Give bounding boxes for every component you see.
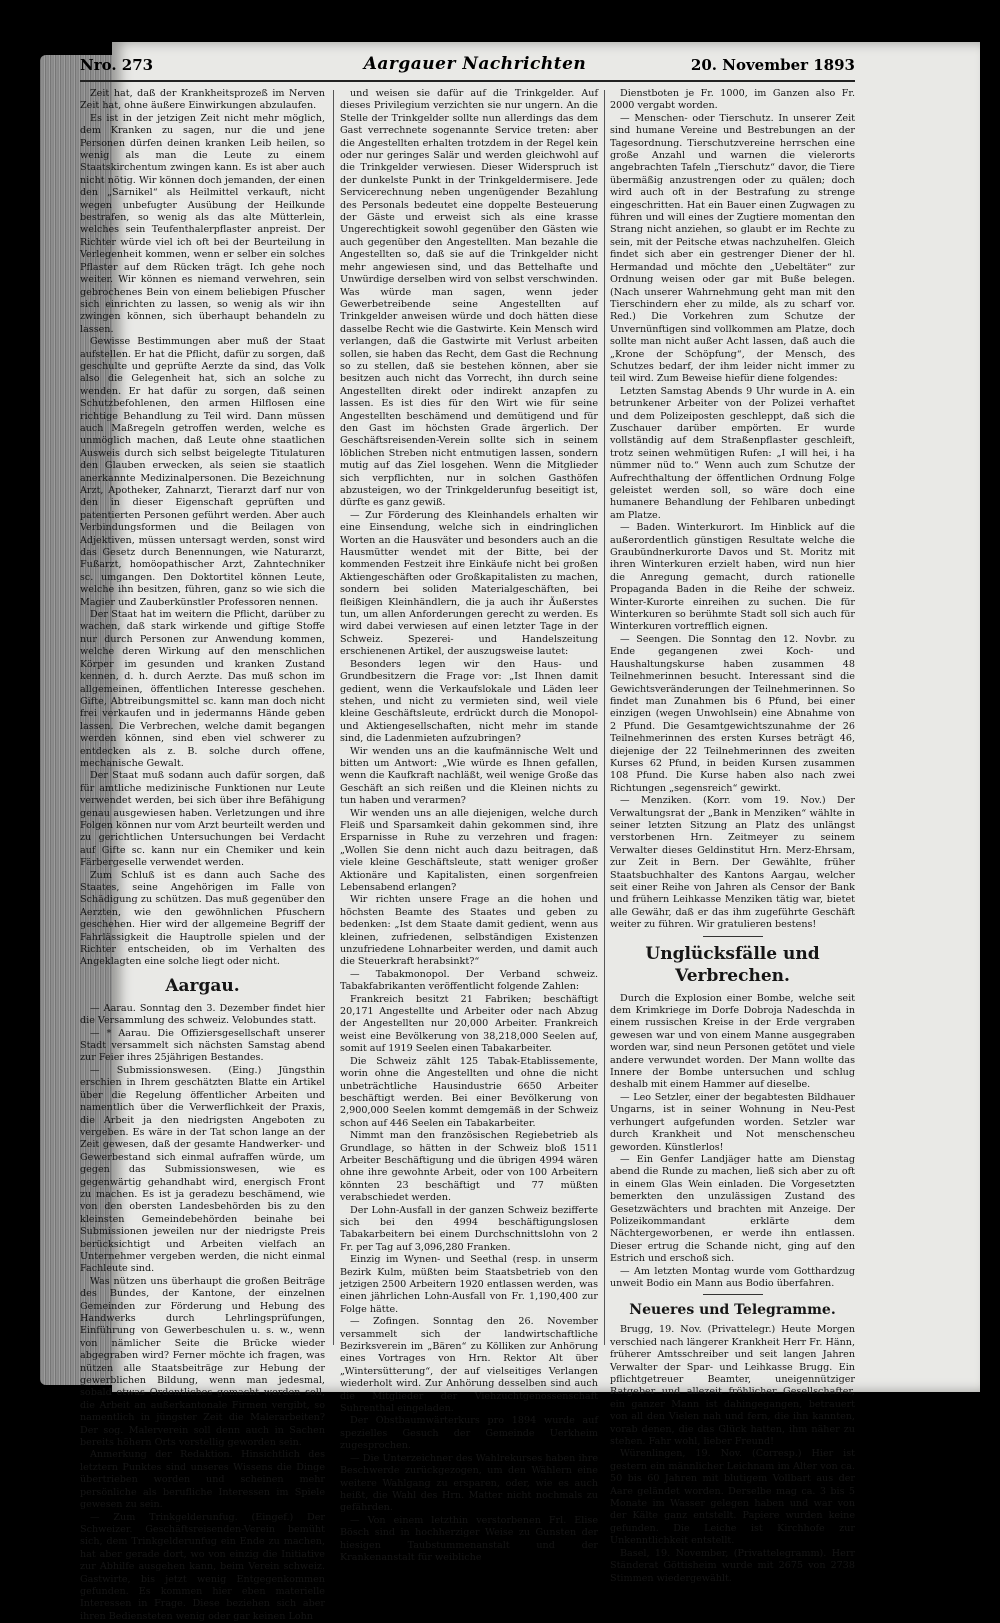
column-divider [333,90,334,1345]
paragraph: — Die Unterzeichner des Wahlrekurses haben ihre Beschwerde zurückgezogen, um den Wählern eine weitere Wahlgang zu ersparen, oder, wie es auch heißt, die Wahl des Hrn. Matter nicht nochmals zu gefährden. [340,1453,598,1515]
paragraph: Zum Schluß ist es dann auch Sache des Staates, seine Angehörigen im Falle von Schädigung zu schützen. Das muß gegenüber den Aerzten, wie den gewöhnlichen Pfuschern geschehen. Hier wird der allgemeine Begriff der Fahrlässigkeit die Hauptrolle spielen und der Richter entscheiden, ob im Verhalten des Angeklagten eine solche liegt oder nicht. [80,870,325,969]
paragraph: — Ein Genfer Landjäger hatte am Dienstag abend die Runde zu machen, ließ sich aber zu oft in einem Glas Wein einladen. Die Vorgesetzten bemerkten den unzulässigen Zustand des Gesetzwächters und brachten mit Anzeige. Der Polizeikommandant erklärte dem Nächtergeworbenen, er werde ihn entlassen. Dieser ertrug die Schande nicht, ging auf den Estrich und erschoß sich. [610,1154,855,1266]
column-divider [604,90,605,1345]
paragraph: — Von einem letzthin verstorbenen Frl. Elise Bösch sind in hochherziger Weise zu Gunsten der hiesigen Taubstummenanstalt und der Krankenanstalt für weibliche [340,1515,598,1565]
paragraph: Dienstboten je Fr. 1000, im Ganzen also Fr. 2000 vergabt worden. [610,88,855,113]
page-header [80,56,855,78]
paragraph: Anmerkung der Redaktion. Hinsichtlich des letztern Punktes sind unseres Wissens die Dinge übertrieben worden und scheinen mehr persönliche als berufliche Interessen im Spiele gewesen zu sein. [80,1449,325,1511]
paragraph: Der Staat muß sodann auch dafür sorgen, daß für amtliche medizinische Funktionen nur Leute verwendet werden, bei sich über ihre Befähigung genau ausgewiesen haben. Verletzungen und ihre Folgen können nur vom Arzt beurteilt werden und zu gerichtlichen Untersuchungen bei Verdacht auf Gifte sc. kann nur ein Chemiker und kein Färbergeselle verwendet werden. [80,770,325,869]
paragraph: — Tabakmonopol. Der Verband schweiz. Tabakfabrikanten veröffentlicht folgende Zahlen: [340,969,598,994]
paragraph: — Zum Trinkgelderunfug. (Eingef.) Der Schweizer. Geschäftsreisenden-Verein bemüht sich, dem Trinkgelderunfug ein Ende zu machen, hat aber gerade dort, wo von einzig die Initiative zur Abhilfe ausgehen kann, beim Verein schweiz. Gastwirte, bis jetzt wenig Entgegenkommen gefunden. Es kommen hier eben materielle Interessen in Frage. Diese beziehen sich aber ihren Bediensteten wenig oder gar keinen Lohn [80,1512,325,1623]
paragraph: Der Obstbaumwärterkurs pro 1894 wurde auf spezielles Gesuch der Gemeinde Uerkheim zugesprochen. [340,1415,598,1452]
paragraph: Brugg, 19. Nov. (Privattelegr.) Heute Morgen verschied nach längerer Krankheit Herr Fr. Hänn, früherer Amtsschreiber und seit langen Jahren Verwalter der Spar- und Leihkasse Brugg. Ein pflichtgetreuer Beamter, uneigennütziger Ratgeber und allezeit fröhlicher Gesellschafter, ein ganzer Mann ist dahingegangen, betrauert von all den Vielen nah und fern, die ihn kannten, vorab denen, die das Glück hatten, ihm näher zu stehen. Fahr wohl, lieber Freund! [610,1324,855,1448]
section-heading-telegrams: Neueres und Telegramme. [610,1301,855,1320]
issue-number: Nro. 273 [80,56,153,74]
paragraph: Letzten Samstag Abends 9 Uhr wurde in A. ein betrunkener Arbeiter von der Polizei verhaftet und dem Polizeiposten geschleppt, daß sich die Zuschauer darüber empörten. Er wurde vollständig auf dem Straßenpflaster geschleift, trotz seinen wehmütigen Rufen: „I will hei, i ha nümmer nüd to.“ Wenn auch zum Schutze der Aufrechthaltung der öffentlichen Ordnung Folge geleistet werden soll, so wäre doch eine humanere Behandlung der Fehlbaren unbedingt am Platze. [610,386,855,522]
paragraph: — * Aarau. Die Offiziersgesellschaft unserer Stadt versammelt sich nächsten Samstag abend zur Feier ihres 25jährigen Bestandes. [80,1028,325,1065]
header-rule [80,80,855,82]
paragraph: — Aarau. Sonntag den 3. Dezember findet hier die Versammlung des schweiz. Velobundes statt. [80,1003,325,1028]
column-3 [610,88,855,1328]
paragraph: Basel, 19. November, (Privattelegramm). Herr Ständerat Göttisheim wurde mit 2675 von 2738 Stimmen wiedergewählt. [610,1548,855,1585]
paragraph: Einzig im Wynen- und Seethal (resp. in unserm Bezirk Kulm, müßten beim Staatsbetrieb von den jetzigen 2500 Arbeitern 1920 entlassen werden, was einen jährlichen Lohn-Ausfall von Fr. 1,190,400 zur Folge hätte. [340,1254,598,1316]
paragraph: Der Lohn-Ausfall in der ganzen Schweiz bezifferte sich bei den 4994 beschäftigungslosen Tabakarbeitern bei einem Durchschnittslohn von 2 Fr. per Tag auf 3,096,280 Franken. [340,1205,598,1255]
paragraph: Es ist in der jetzigen Zeit nicht mehr möglich, dem Kranken zu sagen, nur die und jene Personen dürfen deinen kranken Leib heilen, so wenig als man die Leute zu einem Staatskirchentum zwingen kann. Es ist aber auch nicht nötig. Wir können doch jemanden, der einen den „Sarnikel“ als Heilmittel verkauft, nicht wegen unbefugter Ausübung der Heilkunde bestrafen, so wenig als das alte Mütterlein, welches sein Teufenthalerpflaster anpreist. Der Richter würde viel ich oft bei der Beurteilung in Verlegenheit kommen, wenn er selber ein solches Pflaster auf dem Rücken trägt. Ich gehe noch weiter. Wir können es niemand verwehren, sein gebrochenes Bein von einem beliebigen Pfuscher sich einrichten zu lassen, so wenig als wir ihn zwingen können, sich überhaupt behandeln zu lassen. [80,113,325,336]
paragraph: Wir wenden uns an alle diejenigen, welche durch Fleiß und Sparsamkeit dahin gekommen sind, ihre Ersparnisse in Ruhe zu verzehren und fragen: „Wollen Sie denn nicht auch dazu beitragen, daß viele kleine Geschäftsleute, statt weniger großer Aktionäre und Kapitalisten, einen sorgenfreien Lebensabend erlangen? [340,808,598,895]
paragraph: — Menziken. (Korr. vom 19. Nov.) Der Verwaltungsrat der „Bank in Menziken“ wählte in seiner letzten Sitzung an Platz des unlängst verstorbenen Hrn. Zeitmeyer zu seinem Verwalter dieses Geldinstitut Hrn. Merz-Ehrsam, zur Zeit in Bern. Der Gewählte, früher Staatsbuchhalter des Kantons Aargau, welcher seit einer Reihe von Jahren als Censor der Bank und frühern Leihkasse Menziken tätig war, bietet alle Gewähr, daß er das ihm zugeführte Geschäft weiter zu führen. Wir gratulieren bestens! [610,795,855,931]
paragraph: — Baden. Winterkurort. Im Hinblick auf die außerordentlich günstigen Resultate welche die Graubündnerkurorte Davos und St. Moritz mit ihren Winterkuren erzielt haben, wird nun hier die Anregung gemacht, durch rationelle Propaganda Baden in die Reihe der schweiz. Winter-Kurorte einreihen zu suchen. Die für Winterkuren so berühmte Stadt soll sich auch für Winterkuren vortrefflich eignen. [610,522,855,634]
paragraph: Wir wenden uns an die kaufmännische Welt und bitten um Antwort: „Wie würde es Ihnen gefallen, wenn die Kaufkraft nachläßt, weil wenige Große das Geschäft an sich reißen und die Kleinen nichts zu tun haben und verarmen? [340,746,598,808]
paragraph: Würenlingen, 19. Nov. (Corresp.) Hier ist gestern ein männlicher Leichnam im Alter von ca. 50 bis 60 Jahren mit blutigem Vollbart aus der Aare geländet worden. Derselbe mag ca. 3 bis 5 Monate im Wasser gelegen haben und war von der Kälte ganz entstellt. Papiere wurden keine gefunden. Die Leiche ist Kirchhofe zur Unkenntlichkeit entstellt. [610,1448,855,1547]
paragraph: — Leo Setzler, einer der begabtesten Bildhauer Ungarns, ist in seiner Wohnung in Neu-Pest verhungert aufgefunden worden. Setzler war durch Krankheit und Not menschenscheu geworden. Künstlerlos! [610,1092,855,1154]
paragraph: Die Schweiz zählt 125 Tabak-Etablissemente, worin ohne die Angestellten und ohne die nicht unbeträchtliche Hausindustrie 6650 Arbeiter beschäftigt werden. Bei einer Bevölkerung von 2,900,000 Seelen kommt demgemäß in der Schweiz schon auf 446 Seelen ein Tabakarbeiter. [340,1056,598,1130]
paragraph: Gewisse Bestimmungen aber muß der Staat aufstellen. Er hat die Pflicht, dafür zu sorgen, daß geschulte und geprüfte Aerzte da sind, das Volk also die Gelegenheit hat, sich an solche zu wenden. Er hat dafür zu sorgen, daß seinen Schutzbefohlenen, den armen Hilflosen eine richtige Behandlung zu Teil wird. Dann müssen auch Maßregeln getroffen werden, welche es unmöglich machen, daß Leute ohne staatlichen Ausweis durch sich selbst beigelegte Titulaturen den Glauben erwecken, als seien sie staatlich anerkannte Medizinalpersonen. Die Bezeichnung Arzt, Apotheker, Zahnarzt, Tierarzt darf nur von den in dieser Eigenschaft geprüften und patentierten Personen geführt werden. Aber auch Verbindungsformen und die Beilagen von Adjektiven, müssen untersagt werden, sonst wird das Gesetz durch Benennungen, wie Naturarzt, Fußarzt, homöopathischer Arzt, Zahntechniker sc. umgangen. Den Doktortitel können Leute, welche ihn besitzen, führen, ganz so wie sich die Magier und Zauberkünstler Professoren nennen. [80,336,325,609]
section-separator [703,1294,763,1295]
paragraph: — Zofingen. Sonntag den 26. November versammelt sich der landwirtschaftliche Bezirksverein im „Bären“ zu Kölliken zur Anhörung eines Vortrages von Hrn. Rektor Alt über „Wintersütterung“, der auf vielseitiges Verlangen wiederholt wird. Zur Anhörung desselben sind auch die Mitglieder der Viehzuchtgenossenschaft Suhrenthal eingeladen. [340,1316,598,1415]
section-heading-aargau: Aargau. [80,975,325,997]
paragraph: Frankreich besitzt 21 Fabriken; beschäftigt 20,171 Angestellte und Arbeiter oder nach Abzug der Angestellten nur 20,000 Arbeiter. Frankreich weist eine Bevölkerung von 38,218,000 Seelen auf, somit auf 1919 Seelen einen Tabakarbeiter. [340,994,598,1056]
paragraph: und weisen sie dafür auf die Trinkgelder. Auf dieses Privilegium verzichten sie nur ungern. An die Stelle der Trinkgelder sollte nun allerdings das dem Gast verrechnete sogenannte Service treten: aber die Angestellten erhalten trotzdem in der Regel kein oder nur geringes Salär und werden gleichwohl auf die Trinkgelder verwiesen. Dieser Widerspruch ist der dunkelste Punkt in der Trinkgeldermisere. Jede Servicerechnung neben ungenügender Bezahlung des Personals bedeutet eine doppelte Besteuerung der Gäste und erweist sich als eine krasse Ungerechtigkeit sowohl gegenüber den Gästen wie auch gegenüber den Angestellten. Man bezahle die Angestellten so, daß sie auf die Trinkgelder nicht mehr angewiesen sind, und das Bettelhafte und Unwürdige derselben wird von selbst verschwinden. Was würde man sagen, wenn jeder Gewerbetreibende seine Angestellten auf Trinkgelder anweisen würde und doch hätten diese dasselbe Recht wie die Gastwirte. Kein Mensch wird verlangen, daß die Gastwirte mit Verlust arbeiten sollen, sie haben das Recht, dem Gast die Rechnung so zu stellen, daß sie bestehen können, aber sie besitzen auch nicht das Vorrecht, ihn durch seine Angestellten direkt oder indirekt anzapfen zu lassen. Es ist dies für den Wirt wie für seine Angestellten beschämend und demütigend und für den Gast im höchsten Grade ärgerlich. Der Geschäftsreisenden-Verein sollte sich in seinem löblichen Streben nicht entmutigen lassen, sondern mutig auf das Ziel losgehen. Wenn die Mitglieder sich verpflichten, nur in solchen Gasthöfen abzusteigen, wo der Trinkgelderunfug beseitigt ist, dürfte es ganz gewiß. [340,88,598,510]
paragraph: — Zur Förderung des Kleinhandels erhalten wir eine Einsendung, welche sich in eindringlichen Worten an die Hausväter und besonders auch an die Hausmütter wendet mit der Bitte, bei der kommenden Festzeit ihre Einkäufe nicht bei großen Aktiengeschäften oder Großkapitalisten zu machen, sondern bei soliden Materialgeschäften, bei fleißigen Kleinhändlern, die ja auch ihr Äußerstes tun, um allen Anforderungen gerecht zu werden. Es wird dabei verwiesen auf einen letzter Tage in der Schweiz. Spezerei- und Handelszeitung erschienenen Artikel, der auszugsweise lautet: [340,510,598,659]
paragraph: Zeit hat, daß der Krankheitsprozeß im Nerven Zeit hat, ohne äußere Einwirkungen abzulaufen. [80,88,325,113]
paragraph: — Submissionswesen. (Eing.) Jüngsthin erschien in Ihrem geschätzten Blatte ein Artikel über die Regelung öffentlicher Arbeiten und namentlich über die Verwerflichkeit der Praxis, die Arbeit ja den niedrigsten Angeboten zu vergeben. Es wäre in der Tat schon lange an der Zeit gewesen, daß der gesamte Handwerker- und Gewerbestand sich einmal aufraffen würde, um gegen das Submissionswesen, wie es gegenwärtig gehandhabt wird, energisch Front zu machen. Es ist ja geradezu beschämend, wie von den obersten Landesbehörden bis zu den kleinsten Gemeindebehörden beinahe bei Submissionen jeweilen nur der niedrigste Preis berücksichtigt und Arbeiten vielfach an Unternehmer vergeben werden, die nicht einmal Fachleute sind. [80,1065,325,1276]
section-separator [703,936,763,937]
paragraph: Der Staat hat im weitern die Pflicht, darüber zu wachen, daß stark wirkende und giftige Stoffe nur durch Personen zur Anwendung kommen, welche deren Wirkung auf den menschlichen Körper im gesunden und kranken Zustand kennen, d. h. durch Aerzte. Das muß schon im allgemeinen, öffentlichen Interesse geschehen. Gifte, Abtreibungsmittel sc. kann man doch nicht frei verkaufen und in jedermanns Hände geben lassen. Die Verbrechen, welche damit begangen werden können, sind eben viel schwerer zu entdecken als z. B. solche durch offene, mechanische Gewalt. [80,609,325,770]
column-1 [80,88,325,1348]
column-2 [340,88,598,1348]
paragraph: Durch die Explosion einer Bombe, welche seit dem Krimkriege im Dorfe Dobroja Nadeschda in einem russischen Kreise in der Erde vergraben gewesen war und von einem Manne ausgegraben worden war, sind neun Personen getötet und viele andere verwundet worden. Der Mann wollte das Innere der Bombe untersuchen und schlug deshalb mit einem Hammer auf dieselbe. [610,993,855,1092]
paragraph: — Menschen- oder Tierschutz. In unserer Zeit sind humane Vereine und Bestrebungen an der Tagesordnung. Tierschutzvereine herrschen eine große Anzahl und warnen die vielerorts angebrachten Tafeln „Tierschutz“ davor, die Tiere übermäßig anzustrengen oder zu quälen; doch wird auch oft in der Bestrafung zu strenge eingeschritten. Hat ein Bauer einen Zugwagen zu führen und will eines der Zugtiere momentan den Strang nicht anziehen, so glaubt er im Rechte zu sein, mit der Peitsche etwas nachzuhelfen. Gleich findet sich aber ein gestrenger Diener der hl. Hermandad und möchte den „Uebeltäter“ zur Ordnung weisen oder gar mit Buße belegen. (Nach unserer Wahrnehmung geht man mit den Tierschindern eher zu milde, als zu scharf vor. Red.) Die Vorkehren zum Schutze der Unvernünftigen sind vollkommen am Platze, doch sollte man nicht außer Acht lassen, daß auch die „Krone der Schöpfung“, der Mensch, des Schutzes bedarf, der ihm leider nicht immer zu teil wird. Zum Beweise hiefür diene folgendes: [610,113,855,386]
paragraph: Nimmt man den französischen Regiebetrieb als Grundlage, so hätten in der Schweiz bloß 1511 Arbeiter Beschäftigung und die übrigen 4994 wären ohne ihre gewohnte Arbeit, oder von 100 Arbeitern könnten 23 beschäftigt und 77 müßten verabschiedet werden. [340,1130,598,1204]
paragraph: — Seengen. Die Sonntag den 12. Novbr. zu Ende gegangenen zwei Koch- und Haushaltungskurse haben zusammen 48 Teilnehmerinnen besucht. Interessant sind die Gewichtsveränderungen der Teilnehmerinnen. So findet man Zunahmen bis 6 Pfund, bei einer einzigen (wegen Unwohlsein) eine Abnahme von 2 Pfund. Die Gesamtgewichtszunahme der 26 Teilnehmerinnen des ersten Kurses beträgt 46, diejenige der 22 Teilnehmerinnen des zweiten Kurses 62 Pfund, in beiden Kursen zusammen 108 Pfund. Die Kurse haben also nach zwei Richtungen „segensreich“ gewirkt. [610,634,855,795]
paragraph: Wir richten unsere Frage an die hohen und höchsten Beamte des Staates und geben zu bedenken: „Ist dem Staate damit gedient, wenn aus kleinen, zufriedenen, selbständigen Existenzen unzufriedene Lohnarbeiter werden, und damit auch die Steuerkraft herabsinkt?“ [340,894,598,968]
masthead: Aargauer Nachrichten [330,54,620,74]
paragraph: Besonders legen wir den Haus- und Grundbesitzern die Frage vor: „Ist Ihnen damit gedient, wenn die Verkaufslokale und Läden leer stehen, und nicht zu vermieten sind, weil viele kleine Geschäftsleute, erdrückt durch die Monopol- und Aktiengesellschaften, nicht mehr im stande sind, die Ladenmieten aufzubringen? [340,659,598,746]
section-heading-accidents: Unglücksfälle und Verbrechen. [610,943,855,987]
paragraph: — Am letzten Montag wurde vom Gotthardzug unweit Bodio ein Mann aus Bodio überfahren. [610,1266,855,1291]
issue-date: 20. November 1893 [691,56,855,74]
paragraph: Was nützen uns überhaupt die großen Beiträge des Bundes, der Kantone, der einzelnen Gemeinden zur Förderung und Hebung des Handwerks durch Lehrlingsprüfungen, Einführung von Gewerbeschulen u. s. w., wenn von nämlicher Seite die Brücke wieder abgegraben wird? Ferner möchte ich fragen, was nützen alle Staatsbeiträge zur Hebung der gewerblichen Bildung, wenn man jedesmal, sobald etwas Ordentliches gemacht werden soll, die Arbeit an außerkantonale Firmen vergibt, so namentlich in jüngster Zeit die Malerarbeiten? Der sog. Malerverein soll denn auch in Sachen bereits höhern Orts vorstellig geworden sein. [80,1276,325,1450]
